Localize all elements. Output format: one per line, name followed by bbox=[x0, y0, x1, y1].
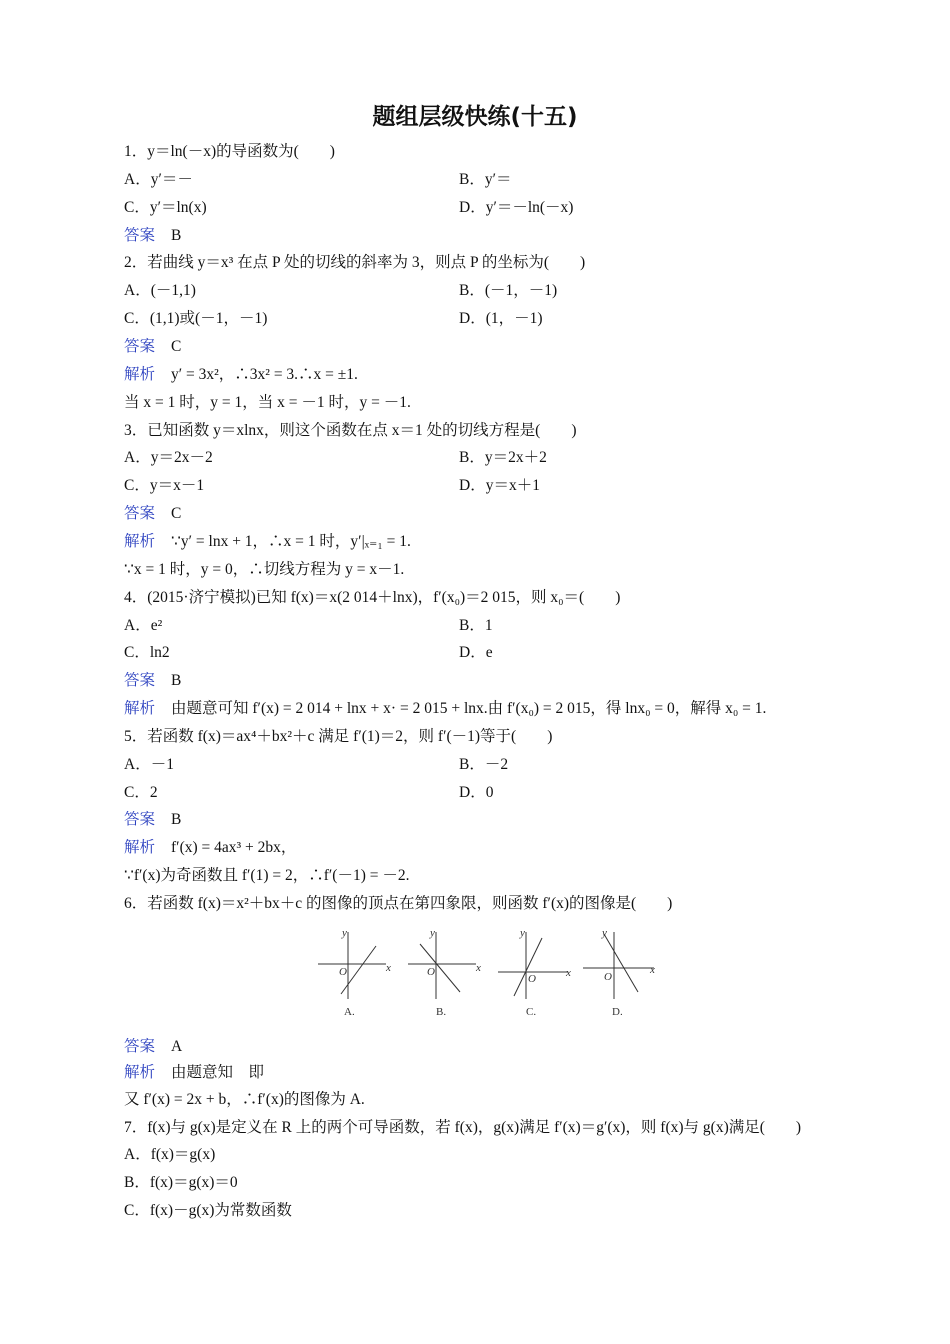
q5-option-b: B．－2 bbox=[459, 756, 509, 773]
q4-answer bbox=[124, 671, 181, 691]
q2-option-d: D．(1，－1) bbox=[459, 310, 543, 327]
analysis-label: 解析 bbox=[124, 366, 156, 383]
q4-option-c: C．ln2 bbox=[124, 644, 170, 661]
graph-a-y-label: y bbox=[342, 927, 347, 939]
q5-answer-value: B bbox=[171, 811, 182, 828]
graph-c-caption: C. bbox=[526, 1006, 537, 1018]
answer-label: 答案 bbox=[124, 227, 156, 244]
q4-option-b: B．1 bbox=[459, 617, 493, 634]
q6-answer-value: A bbox=[171, 1038, 183, 1055]
q4-analysis-text-1: 由题意可知 f′(x) = 2 014 + lnx + x· = 2 015 + lnx.由 f′(x₀) = 2 015，得 lnx₀ = 0，解得 x₀ = 1. bbox=[171, 700, 767, 717]
page-title: 题组层级快练(十五) bbox=[372, 104, 578, 130]
answer-label: 答案 bbox=[124, 505, 156, 522]
graph-d-x-label: x bbox=[650, 964, 655, 976]
q6-analysis-text-2: 又 f′(x) = 2x + b，∴f′(x)的图像为 A. bbox=[124, 1091, 365, 1108]
analysis-label: 解析 bbox=[124, 700, 156, 717]
q3-answer bbox=[124, 504, 181, 524]
q2-answer-value: C bbox=[171, 338, 182, 355]
graph-b-y-label: y bbox=[430, 927, 435, 939]
graph-a-x-label: x bbox=[386, 962, 391, 974]
q7-option-a: A．f(x)＝g(x) bbox=[124, 1146, 216, 1163]
q1-answer bbox=[124, 226, 181, 246]
graph-d-origin: O bbox=[604, 971, 612, 983]
analysis-label: 解析 bbox=[124, 1064, 156, 1081]
q5-option-d: D．0 bbox=[459, 784, 494, 801]
q4-answer-value: B bbox=[171, 672, 182, 689]
q2-stem: 2．若曲线 y＝x³ 在点 P 处的切线的斜率为 3，则点 P 的坐标为( ) bbox=[124, 254, 586, 271]
answer-label: 答案 bbox=[124, 672, 156, 689]
q3-option-c: C．y＝x－1 bbox=[124, 477, 205, 494]
q3-option-a: A．y＝2x－2 bbox=[124, 449, 213, 466]
q2-option-c: C．(1,1)或(－1，－1) bbox=[124, 310, 268, 327]
graph-b-x-label: x bbox=[476, 962, 481, 974]
q5-analysis-text-1: f′(x) = 4ax³ + 2bx， bbox=[171, 839, 297, 856]
q1-option-c: C．y′＝ln(x) bbox=[124, 199, 207, 216]
q2-analysis-text-2: 当 x = 1 时，y = 1，当 x = －1 时，y = －1. bbox=[124, 394, 411, 411]
q1-stem: 1．y＝ln(－x)的导函数为( ) bbox=[124, 143, 335, 160]
q5-stem: 5．若函数 f(x)＝ax⁴＋bx²＋c 满足 f′(1)＝2，则 f′(－1)等于( ) bbox=[124, 728, 553, 745]
q3-option-d: D．y＝x＋1 bbox=[459, 477, 540, 494]
graph-a-caption: A. bbox=[344, 1006, 355, 1018]
q2-analysis-text-1: y′ = 3x²，∴3x² = 3.∴x = ±1. bbox=[171, 366, 358, 383]
q5-analysis-text-2: ∵f′(x)为奇函数且 f′(1) = 2，∴f′(－1) = －2. bbox=[124, 867, 410, 884]
answer-label: 答案 bbox=[124, 1038, 156, 1055]
q2-option-b: B．(－1，－1) bbox=[459, 282, 558, 299]
graph-d-caption: D. bbox=[612, 1006, 623, 1018]
graph-d-line bbox=[604, 934, 638, 992]
graph-b-caption: B. bbox=[436, 1006, 447, 1018]
q6-options-figure bbox=[316, 924, 661, 1024]
q2-option-a: A．(－1,1) bbox=[124, 282, 196, 299]
q2-answer bbox=[124, 337, 181, 357]
graph-d-y-label: y bbox=[602, 927, 607, 939]
q4-stem: 4．(2015·济宁模拟)已知 f(x)＝x(2 014＋lnx)，f′(x₀)＝2 015，则 x₀＝( ) bbox=[124, 589, 621, 606]
q6-analysis-text-1: 由题意知 即 bbox=[171, 1064, 265, 1081]
q6-analysis bbox=[124, 1063, 264, 1083]
graph-c-y-label: y bbox=[520, 927, 525, 939]
q1-option-b: B．y′＝ bbox=[459, 171, 512, 188]
q6-answer bbox=[124, 1037, 182, 1057]
q2-analysis bbox=[124, 365, 358, 385]
q3-analysis bbox=[124, 532, 411, 552]
graph-a bbox=[318, 932, 386, 999]
q1-option-a: A．y′＝－ bbox=[124, 171, 193, 188]
graph-b bbox=[408, 932, 476, 999]
q6-stem: 6．若函数 f(x)＝x²＋bx＋c 的图像的顶点在第四象限，则函数 f′(x)的图像是( ) bbox=[124, 895, 673, 912]
q3-stem: 3．已知函数 y＝xlnx，则这个函数在点 x＝1 处的切线方程是( ) bbox=[124, 422, 577, 439]
q5-answer bbox=[124, 810, 181, 830]
q5-analysis bbox=[124, 838, 296, 858]
q4-analysis bbox=[124, 699, 766, 719]
q1-answer-value: B bbox=[171, 227, 182, 244]
answer-label: 答案 bbox=[124, 811, 156, 828]
analysis-label: 解析 bbox=[124, 839, 156, 856]
q7-stem: 7．f(x)与 g(x)是定义在 R 上的两个可导函数，若 f(x)，g(x)满足 f′(x)＝g′(x)，则 f(x)与 g(x)满足( ) bbox=[124, 1119, 802, 1136]
graph-c-x-label: x bbox=[566, 967, 571, 979]
graph-b-line bbox=[420, 944, 460, 992]
graph-c bbox=[498, 932, 568, 999]
q3-answer-value: C bbox=[171, 505, 182, 522]
q3-option-b: B．y＝2x＋2 bbox=[459, 449, 547, 466]
graph-d bbox=[583, 932, 654, 999]
q5-option-a: A．－1 bbox=[124, 756, 174, 773]
q5-option-c: C．2 bbox=[124, 784, 158, 801]
graph-c-line bbox=[514, 938, 542, 996]
q4-option-d: D．e bbox=[459, 644, 493, 661]
q1-option-d: D．y′＝－ln(－x) bbox=[459, 199, 574, 216]
q7-option-b: B．f(x)＝g(x)＝0 bbox=[124, 1174, 238, 1191]
graph-c-origin: O bbox=[528, 973, 536, 985]
q3-analysis-text-1: ∵y′ = lnx + 1，∴x = 1 时，y′|ₓ₌₁ = 1. bbox=[171, 533, 411, 550]
q3-analysis-text-2: ∵x = 1 时，y = 0，∴切线方程为 y = x－1. bbox=[124, 561, 405, 578]
graph-b-origin: O bbox=[427, 966, 435, 978]
answer-label: 答案 bbox=[124, 338, 156, 355]
analysis-label: 解析 bbox=[124, 533, 156, 550]
q4-option-a: A．e² bbox=[124, 617, 163, 634]
graph-a-origin: O bbox=[339, 966, 347, 978]
q7-option-c: C．f(x)－g(x)为常数函数 bbox=[124, 1202, 292, 1219]
